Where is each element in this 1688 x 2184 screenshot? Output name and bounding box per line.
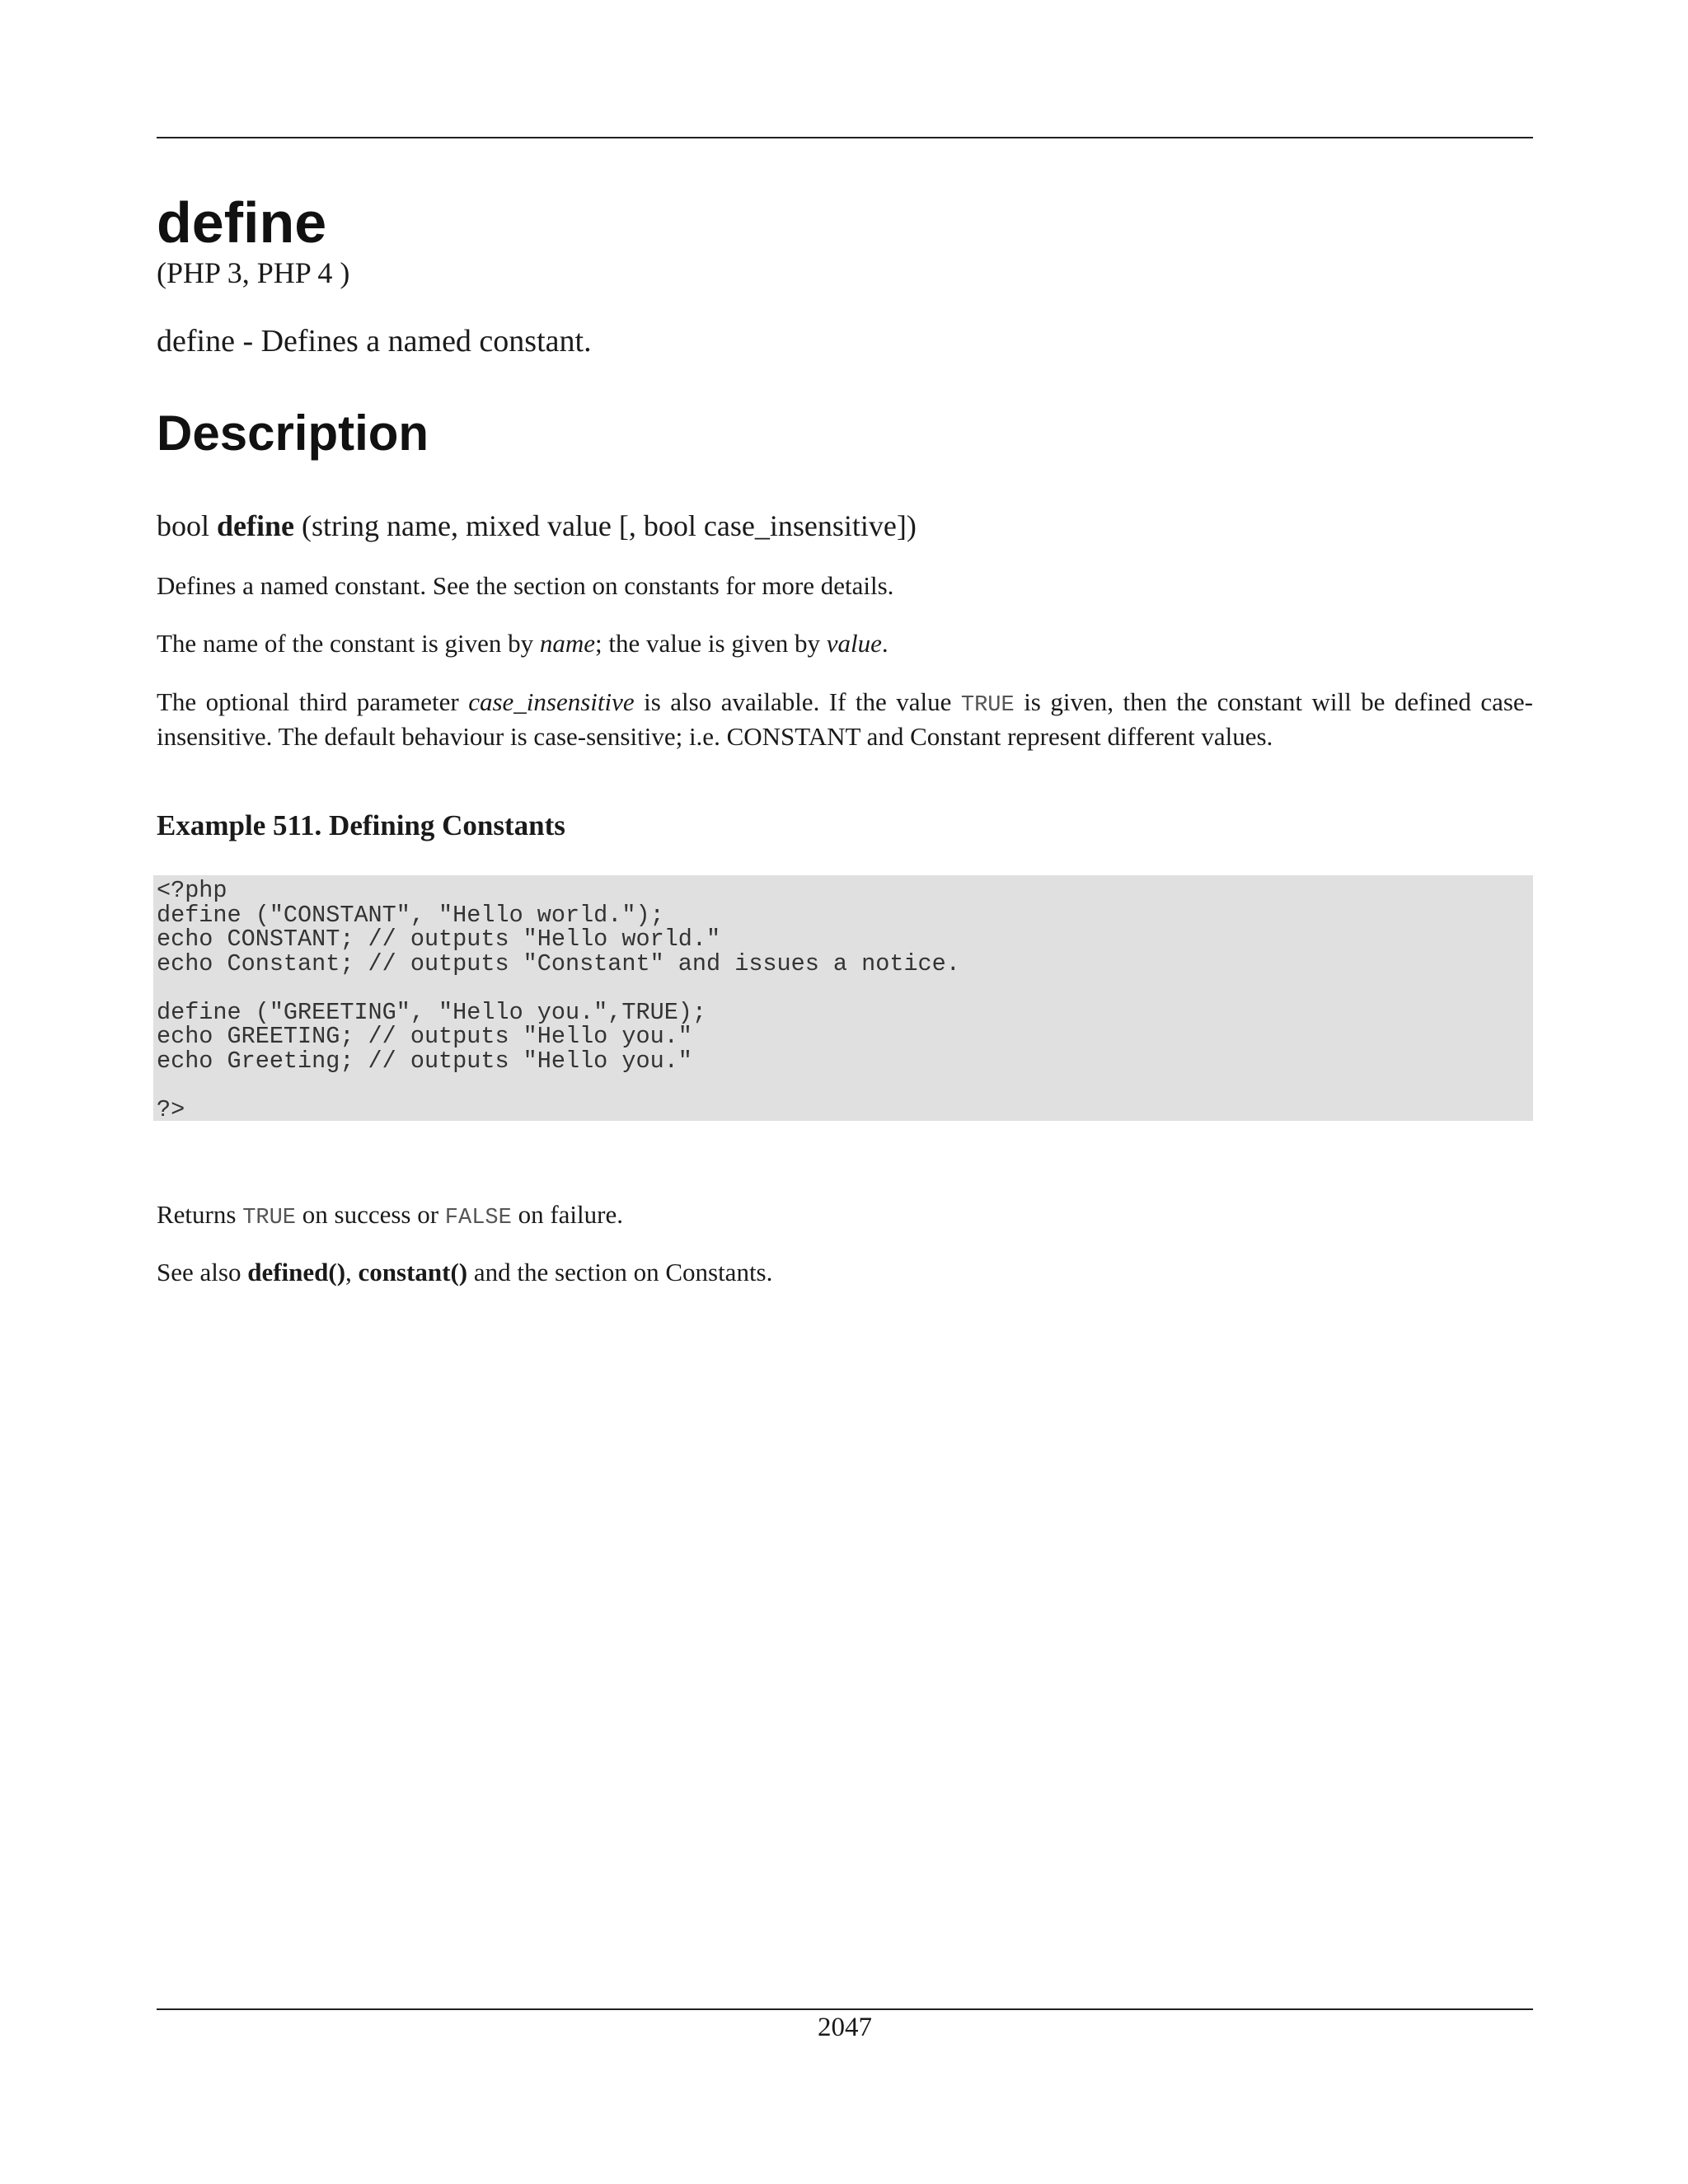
param-case-insensitive-em: case_insensitive [468,687,635,716]
description-heading: Description [157,405,429,461]
para2-text-a: The name of the constant is given by [157,629,540,658]
synopsis-return-type: bool [157,509,210,542]
ref-purpose: define - Defines a named constant. [157,324,592,359]
code-line: define ("GREETING", "Hello you.",TRUE); [157,998,707,1026]
code-line: define ("CONSTANT", "Hello world."); [157,901,664,929]
para3-text-c: is given, then the constant will be defined case-insensitive. The default behaviour is case-sensitive; i.e. CONSTANT and Constant represent different values. [157,687,1533,751]
see-also-text-b: and the section on Constants. [467,1258,773,1286]
synopsis-function-name: define [217,509,295,542]
see-also-paragraph [157,1257,1533,1287]
code-example [153,875,1533,1121]
description-paragraph-1: Defines a named constant. See the section on constants for more details. [157,571,894,600]
code-line: ?> [157,1095,185,1123]
description-paragraph-2 [157,628,1533,658]
function-synopsis [157,507,917,545]
constant-function-link[interactable]: constant() [358,1258,468,1286]
returns-text-c: on failure. [511,1200,623,1229]
para2-text-b: ; the value is given by [595,629,827,658]
description-paragraph-3 [157,687,1533,752]
false-literal: FALSE [444,1206,512,1230]
defined-function-link[interactable]: defined() [247,1258,346,1286]
param-value-em: value [826,629,882,658]
para3-text-a: The optional third parameter [157,687,469,716]
code-line: echo GREETING; // outputs "Hello you." [157,1023,692,1050]
code-line [157,1073,1530,1098]
para3-text-b: is also available. If the value [634,687,961,716]
page-number: 2047 [818,2013,872,2042]
code-line: echo CONSTANT; // outputs "Hello world." [157,926,721,953]
para2-text-c: . [881,629,889,658]
returns-paragraph [157,1199,1533,1234]
param-name-em: name [539,629,596,658]
code-line [157,976,1530,1001]
top-rule [157,137,1533,138]
php-versions: (PHP 3, PHP 4 ) [157,256,350,289]
returns-text-b: on success or [296,1200,445,1229]
returns-text-a: Returns [157,1200,243,1229]
see-also-text-a: See also [157,1258,248,1286]
true-literal: TRUE [242,1206,296,1230]
true-literal: TRUE [960,693,1015,718]
code-line: echo Constant; // outputs "Constant" and issues a notice. [157,949,960,977]
code-line: echo Greeting; // outputs "Hello you." [157,1047,692,1075]
see-also-separator: , [345,1258,359,1286]
example-title: Example 511. Defining Constants [157,809,565,841]
function-title: define [157,190,327,255]
synopsis-params: (string name, mixed value [, bool case_insensitive]) [302,509,917,542]
code-line: <?php [157,877,227,904]
